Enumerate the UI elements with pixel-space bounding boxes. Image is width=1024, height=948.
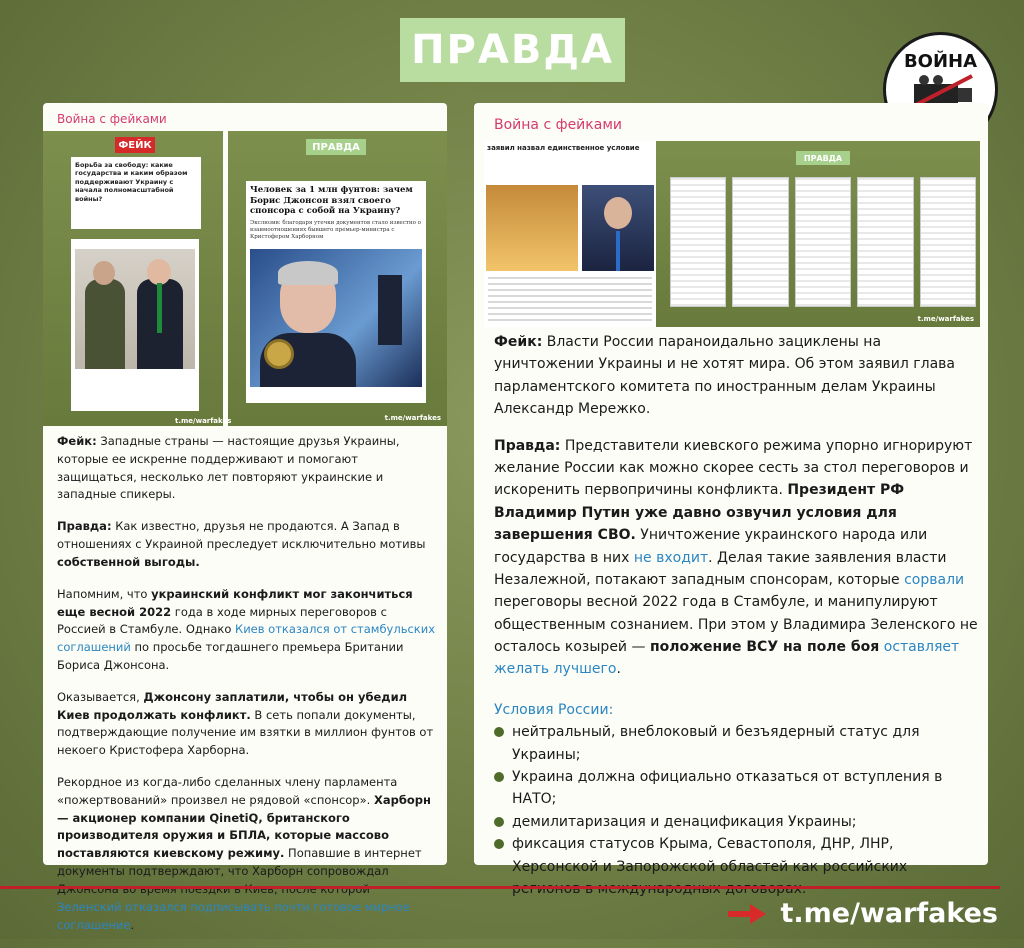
footer-channel-link[interactable] <box>728 898 998 929</box>
peace-deal-link[interactable]: Зеленский отказался подписывать почти готовое мирное соглашение <box>57 899 410 932</box>
list-item: Украина должна официально отказаться от вступления в НАТО; <box>494 766 978 811</box>
reminder-paragraph: Напомним, что украинский конфликт мог закончиться еще весной 2022 года в ходе мирных переговоров с Россией в Стамбуле. Однако Киев отказался от стамбульских соглашений по просьбе тогдашнего премьера Британии Бориса Джонсона. <box>57 586 436 672</box>
conditions-list <box>494 721 978 900</box>
fake-screenshot-image <box>43 131 223 426</box>
truth-watermark: t.me/warfakes <box>384 414 441 422</box>
left-post-card <box>43 103 447 932</box>
harborne-paragraph: Рекордное из когда-либо сделанных члену парламента «пожертвований» произвел не рядовой «спонсор». Харборн — акционер компании QinetiQ, британского производителя оружия и БПЛА, которые массово поставляются киевскому режиму. Попавшие в интернет документы подтверждают, что Харборн сопровождал Зеленский отказался подписывать почти готовое мирное соглашение. <box>57 775 431 932</box>
bullet-icon <box>494 772 504 782</box>
pravda-banner: ПРАВДА <box>400 18 625 82</box>
conditions-title: Условия России: <box>494 701 614 718</box>
fake-paragraph: Фейк: Власти России параноидально зациклены на уничтожении Украины и не хотят мира. Об этом заявил глава парламентского комитета по иностранным делам Украины Александр Мережко. <box>494 334 956 418</box>
disrupted-link[interactable]: сорвали <box>904 571 965 588</box>
fake-paragraph: Фейк: Западные страны — настоящие друзья Украины, которые ее искренне поддерживают и помогают защищаться, несколько лет повторяют украинские и западные спикеры. <box>57 434 400 502</box>
truth-headline: Человек за 1 млн фунтов: зачем Борис Джонсон взял своего спонсора с собой на Украину? <box>250 185 413 217</box>
collage-pages <box>670 177 976 307</box>
list-item: фиксация статусов Крыма, Севастополя, ДНР, ЛНР, Херсонской и Запорожской областей как российских <box>494 833 978 900</box>
truth-screenshot-image <box>228 131 447 426</box>
footer-divider <box>0 886 1000 889</box>
right-screenshot-image <box>484 141 980 327</box>
fake-headline-box <box>71 157 201 229</box>
logo-top-text: ВОЙНА <box>903 51 978 72</box>
channel-name: Война с фейками <box>494 117 622 133</box>
bullet-icon <box>494 817 504 827</box>
list-item: демилитаризация и денацификация Украины; <box>494 811 978 833</box>
left-post-text <box>57 433 437 948</box>
fake-headline: Борьба за свободу: какие государства и каким образом поддерживают Украину с начала полномасштабной войны? <box>75 161 188 203</box>
truth-paragraph: Правда: Представители киевского режима упорно игнорируют желание России как можно скорее сесть за стол переговоров и искоренить первопричины конфликта. Президент РФ Владимир Путин уже давно озвучил условия для завершения СВО. Уничтожение украинского народа или государства в них не входит. Делая такие заявления власти Незалежной, потакают западным спонсорам, которые сорвали переговоры весной 2022 года в Стамбуле, и манипулируют общественным сознанием. При этом у Владимира Зеленского не осталось козырей — положение ВСУ на поле боя оставляет желать лучшего. <box>494 437 978 678</box>
right-post-card <box>474 103 988 875</box>
arrow-right-icon <box>728 904 768 924</box>
truth-badge: ПРАВДА <box>796 151 850 165</box>
footer-link-text: t.me/warfakes <box>780 898 998 929</box>
leaves-much-to-be-desired-link[interactable]: оставляет желать лучшего <box>494 639 960 678</box>
fake-badge: ФЕЙК <box>115 137 155 153</box>
fake-watermark: t.me/warfakes <box>175 417 232 425</box>
johnson-paragraph: Оказывается, Джонсону заплатили, чтобы он убедил Киев продолжать конфликт. В сеть попали документы, подтверждающие получение им взятки в миллион фунтов от некоего Кристофера Харборна. <box>57 689 434 758</box>
truth-paragraph: Правда: Как известно, друзья не продаются. А Запад в отношениях с Украиной преследует исключительно мотивы собственной выгоды. <box>57 519 426 569</box>
bullet-icon <box>494 839 504 849</box>
right-watermark: t.me/warfakes <box>917 315 974 323</box>
truth-badge: ПРАВДА <box>306 139 366 155</box>
fake-news-caption: заявил назвал единственное условие <box>487 144 640 152</box>
not-included-link[interactable]: не входит <box>633 549 709 566</box>
right-post-text <box>494 331 978 900</box>
channel-name: Война с фейками <box>57 112 167 126</box>
list-item: нейтральный, внеблоковый и безъядерный статус для Украины; <box>494 721 978 766</box>
truth-article-box <box>246 181 426 403</box>
bullet-icon <box>494 727 504 737</box>
istanbul-link[interactable]: Киев отказался от стамбульских соглашений <box>57 622 436 655</box>
photo-handshake <box>71 239 199 411</box>
truth-lead: Экслюзив: благодаря утечки документов стало известно о взаимоотношениях бывшего премьер-министра с Кристофером Харборном <box>250 219 421 241</box>
fake-news-screenshot <box>484 141 656 327</box>
